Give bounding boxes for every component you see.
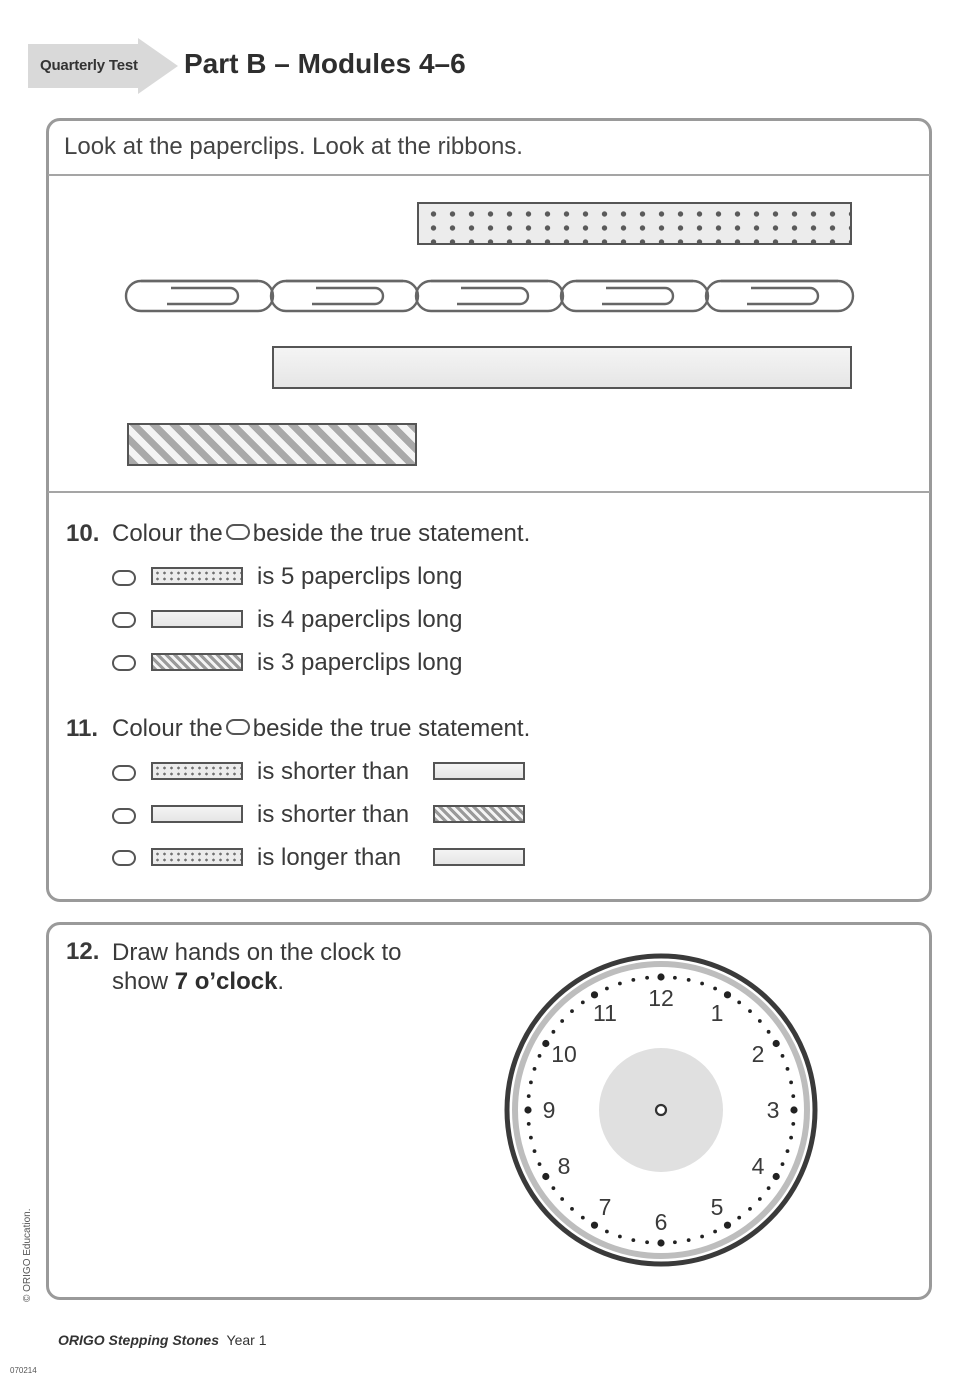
- dotted-ribbon-icon: [151, 762, 243, 780]
- clock-number: 10: [551, 1041, 577, 1067]
- minute-mark: [687, 978, 691, 982]
- minute-mark: [724, 991, 731, 998]
- footer-year: Year 1: [226, 1332, 267, 1348]
- minute-mark: [533, 1149, 537, 1153]
- option-text: is longer than: [257, 844, 402, 871]
- minute-mark: [700, 982, 704, 986]
- clock-number: 4: [751, 1153, 765, 1179]
- option-text: is 4 paperclips long: [257, 606, 463, 633]
- minute-mark: [687, 1238, 691, 1242]
- footer-brand: ORIGO Stepping Stones: [58, 1332, 220, 1348]
- clock-number: 6: [654, 1209, 668, 1235]
- minute-mark: [724, 1222, 731, 1229]
- minute-mark: [773, 1173, 780, 1180]
- minute-mark: [786, 1149, 790, 1153]
- clock-pivot: [656, 1105, 666, 1115]
- minute-mark: [789, 1080, 793, 1084]
- tag-label: Quarterly Test: [40, 57, 138, 74]
- minute-mark: [657, 973, 664, 980]
- prompt-line-1: Draw hands on the clock to: [112, 939, 402, 966]
- minute-mark: [529, 1080, 533, 1084]
- minute-mark: [781, 1162, 785, 1166]
- paperclip-icon: [126, 281, 273, 311]
- question-number: 12.: [66, 938, 100, 965]
- minute-mark: [542, 1173, 549, 1180]
- minute-mark: [560, 1019, 564, 1023]
- clock-number: 5: [710, 1193, 724, 1220]
- minute-mark: [700, 1235, 704, 1239]
- minute-mark: [758, 1019, 762, 1023]
- plain-ribbon: [272, 346, 852, 389]
- minute-mark: [758, 1197, 762, 1201]
- plain-ribbon-icon: [151, 610, 243, 628]
- minute-mark: [748, 1207, 752, 1211]
- clock-number: 7: [598, 1193, 612, 1220]
- minute-mark: [713, 987, 717, 991]
- minute-mark: [737, 1001, 741, 1005]
- answer-oval-q11-1[interactable]: [112, 765, 136, 781]
- minute-mark: [748, 1009, 752, 1013]
- clock-number: 8: [557, 1153, 571, 1179]
- striped-ribbon: [127, 423, 417, 466]
- question-prompt: [112, 715, 530, 743]
- copyright: © ORIGO Education.: [22, 1208, 33, 1302]
- paperclip-icon: [416, 281, 563, 311]
- minute-mark: [786, 1067, 790, 1071]
- option-text: is 5 paperclips long: [257, 563, 463, 590]
- minute-mark: [673, 1240, 677, 1244]
- clock-number: 12: [648, 985, 674, 1011]
- question-number: 11.: [66, 715, 99, 742]
- intro-text: Look at the paperclips. Look at the ribbons.: [64, 133, 523, 160]
- clock-number: 11: [593, 1000, 617, 1027]
- minute-mark: [538, 1054, 542, 1058]
- minute-mark: [552, 1030, 556, 1034]
- option-text: is shorter than: [257, 801, 410, 828]
- minute-mark: [790, 1106, 797, 1113]
- minute-mark: [538, 1162, 542, 1166]
- paperclip-icon: [271, 281, 418, 311]
- minute-mark: [673, 976, 677, 980]
- minute-mark: [657, 1239, 664, 1246]
- minute-mark: [560, 1197, 564, 1201]
- option-text: is 3 paperclips long: [257, 649, 463, 676]
- minute-mark: [527, 1122, 531, 1126]
- answer-oval-q11-3[interactable]: [112, 850, 136, 866]
- minute-mark: [618, 982, 622, 986]
- page-title: Part B – Modules 4–6: [184, 48, 466, 79]
- minute-mark: [789, 1136, 793, 1140]
- minute-mark: [618, 1235, 622, 1239]
- prompt-after: beside the true statement.: [252, 715, 531, 742]
- answer-oval-q11-2[interactable]: [112, 808, 136, 824]
- divider: [48, 491, 930, 493]
- minute-mark: [591, 991, 598, 998]
- plain-ribbon-icon: [151, 805, 243, 823]
- minute-mark: [791, 1094, 795, 1098]
- clock-number: 2: [751, 1041, 765, 1067]
- prompt-before: Colour the: [112, 715, 223, 742]
- oval-icon: [226, 524, 250, 540]
- paperclip-icon: [706, 281, 853, 311]
- minute-mark: [645, 976, 649, 980]
- minute-mark: [605, 1230, 609, 1234]
- minute-mark: [591, 1222, 598, 1229]
- minute-mark: [570, 1207, 574, 1211]
- dotted-ribbon-icon: [151, 848, 243, 866]
- prompt-before: Colour the: [112, 520, 223, 547]
- clock-face[interactable]: [503, 952, 819, 1268]
- minute-mark: [737, 1216, 741, 1220]
- minute-mark: [552, 1186, 556, 1190]
- minute-mark: [527, 1094, 531, 1098]
- question-prompt: [112, 520, 530, 548]
- answer-oval-q10-1[interactable]: [112, 570, 136, 586]
- clock-number: 1: [710, 1000, 724, 1027]
- minute-mark: [570, 1009, 574, 1013]
- minute-mark: [581, 1001, 585, 1005]
- minute-mark: [781, 1054, 785, 1058]
- target-time: 7 o’clock: [174, 968, 278, 995]
- paperclip-row: [0, 0, 978, 340]
- prompt-after: beside the true statement.: [252, 520, 531, 547]
- minute-mark: [533, 1067, 537, 1071]
- minute-mark: [631, 978, 635, 982]
- minute-mark: [542, 1040, 549, 1047]
- minute-mark: [529, 1136, 533, 1140]
- clock-number: 3: [766, 1097, 780, 1123]
- striped-ribbon-icon: [433, 805, 525, 823]
- oval-icon: [226, 719, 250, 735]
- minute-mark: [645, 1240, 649, 1244]
- dotted-ribbon-icon: [151, 567, 243, 585]
- minute-mark: [581, 1216, 585, 1220]
- minute-mark: [773, 1040, 780, 1047]
- plain-ribbon-icon: [433, 848, 525, 866]
- minute-mark: [791, 1122, 795, 1126]
- minute-mark: [631, 1238, 635, 1242]
- option-text: is shorter than: [257, 758, 410, 785]
- minute-mark: [767, 1030, 771, 1034]
- paperclip-icon: [561, 281, 708, 311]
- plain-ribbon-icon: [433, 762, 525, 780]
- footer: [58, 1332, 267, 1348]
- answer-oval-q10-3[interactable]: [112, 655, 136, 671]
- minute-mark: [767, 1186, 771, 1190]
- minute-mark: [713, 1230, 717, 1234]
- striped-ribbon-icon: [151, 653, 243, 671]
- question-prompt: [112, 938, 472, 996]
- page-code: 070214: [10, 1366, 37, 1375]
- minute-mark: [605, 987, 609, 991]
- answer-oval-q10-2[interactable]: [112, 612, 136, 628]
- clock-number: 9: [542, 1097, 556, 1123]
- prompt-line-2: show 7 o’clock.: [112, 968, 285, 995]
- question-number: 10.: [66, 520, 100, 547]
- minute-mark: [524, 1106, 531, 1113]
